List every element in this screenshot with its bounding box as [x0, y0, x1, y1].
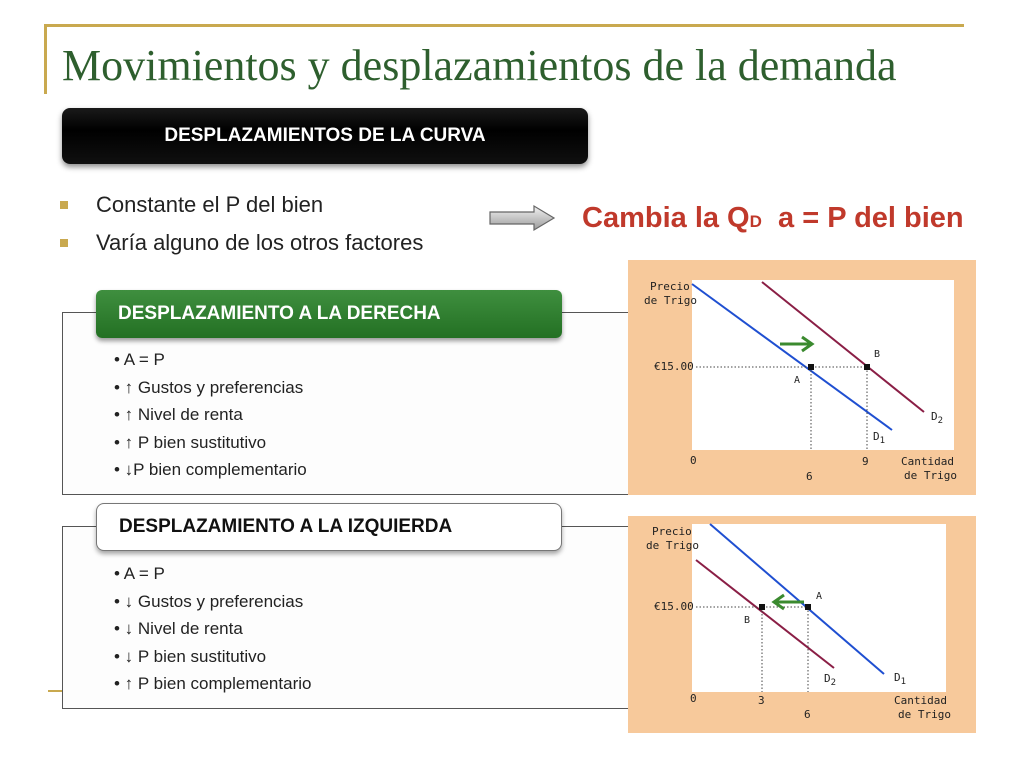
right-shift-header — [96, 290, 562, 338]
x-tick-label: 6 — [806, 470, 813, 483]
graph-left-shift — [628, 516, 976, 733]
point-b-label: B — [744, 615, 751, 626]
page-title: Movimientos y desplazamientos de la demanda — [62, 41, 897, 90]
point-a-marker — [805, 604, 811, 610]
x-axis-label: de Trigo — [898, 708, 951, 721]
y-axis-label: de Trigo — [644, 294, 697, 307]
header-bar — [62, 108, 588, 164]
left-shift-header — [96, 503, 562, 551]
price-tick-label: €15.00 — [654, 360, 694, 373]
list-item: • ↓ P bien sustitutivo — [114, 646, 267, 666]
list-item: • ↓ Nivel de renta — [114, 619, 243, 638]
square-bullet-icon — [60, 201, 68, 209]
graph-right-shift — [628, 260, 976, 495]
y-axis-label: Precio — [650, 280, 690, 293]
x-axis-label: Cantidad — [901, 455, 954, 468]
graph-right-svg — [628, 260, 976, 495]
list-item: • ↓P bien complementario — [114, 460, 307, 479]
condition-text: Varía alguno de los otros factores — [96, 230, 424, 255]
x-tick-label: 3 — [758, 694, 765, 707]
plot-area — [692, 280, 954, 450]
conditions-list — [60, 186, 423, 262]
result-subscript: D — [749, 212, 762, 231]
condition-item — [60, 224, 423, 262]
list-item: • ↑ P bien sustitutivo — [114, 432, 267, 452]
point-b-marker — [759, 604, 765, 610]
right-shift-label: DESPLAZAMIENTO A LA DERECHA — [118, 303, 441, 324]
x-axis-label: de Trigo — [904, 469, 957, 482]
origin-label: 0 — [690, 692, 697, 705]
condition-text: Constante el P del bien — [96, 192, 324, 217]
header-bar-label: DESPLAZAMIENTOS DE LA CURVA — [164, 125, 486, 146]
x-axis-label: Cantidad — [894, 694, 947, 707]
y-axis-label: de Trigo — [646, 539, 699, 552]
left-gold-line — [44, 24, 47, 94]
curve-d2-label: $D_2$ — [931, 410, 944, 426]
plot-area — [692, 524, 946, 692]
right-arrow-icon — [488, 204, 556, 232]
point-b-marker — [864, 364, 870, 370]
result-suffix: a = P del bien — [761, 202, 964, 234]
point-a-label: A — [816, 591, 823, 602]
list-item: • ↓ Gustos y preferencias — [114, 591, 304, 611]
condition-item — [60, 186, 423, 224]
list-item: • A = P — [114, 350, 165, 369]
square-bullet-icon — [60, 239, 68, 247]
left-shift-list — [114, 560, 311, 698]
top-gold-line — [44, 24, 964, 27]
x-tick-label: 9 — [862, 455, 869, 468]
x-tick-label: 6 — [804, 708, 811, 721]
point-a-label: A — [794, 375, 801, 386]
list-item: • ↑ P bien complementario — [114, 674, 312, 693]
price-tick-label: €15.00 — [654, 600, 694, 613]
curve-d1-label: $D_1$ — [894, 671, 907, 687]
curve-d1-label: $D_1$ — [873, 430, 886, 446]
point-b-label: B — [874, 349, 881, 360]
curve-d2-label: $D_2$ — [824, 672, 837, 688]
bottom-gold-line — [48, 690, 62, 692]
list-item-text: A = P — [123, 350, 165, 369]
result-text — [582, 202, 964, 235]
list-item: • A = P — [114, 564, 165, 583]
list-item: • ↑ Gustos y preferencias — [114, 377, 304, 397]
left-shift-label: DESPLAZAMIENTO A LA IZQUIERDA — [119, 516, 453, 537]
point-a-marker — [808, 364, 814, 370]
list-item-text: A = P — [123, 564, 165, 583]
origin-label: 0 — [690, 454, 697, 467]
result-prefix: Cambia la Q — [582, 202, 750, 234]
graph-left-svg — [628, 516, 976, 733]
list-item: • ↑ Nivel de renta — [114, 405, 243, 424]
y-axis-label: Precio — [652, 525, 692, 538]
right-shift-list — [114, 346, 307, 484]
